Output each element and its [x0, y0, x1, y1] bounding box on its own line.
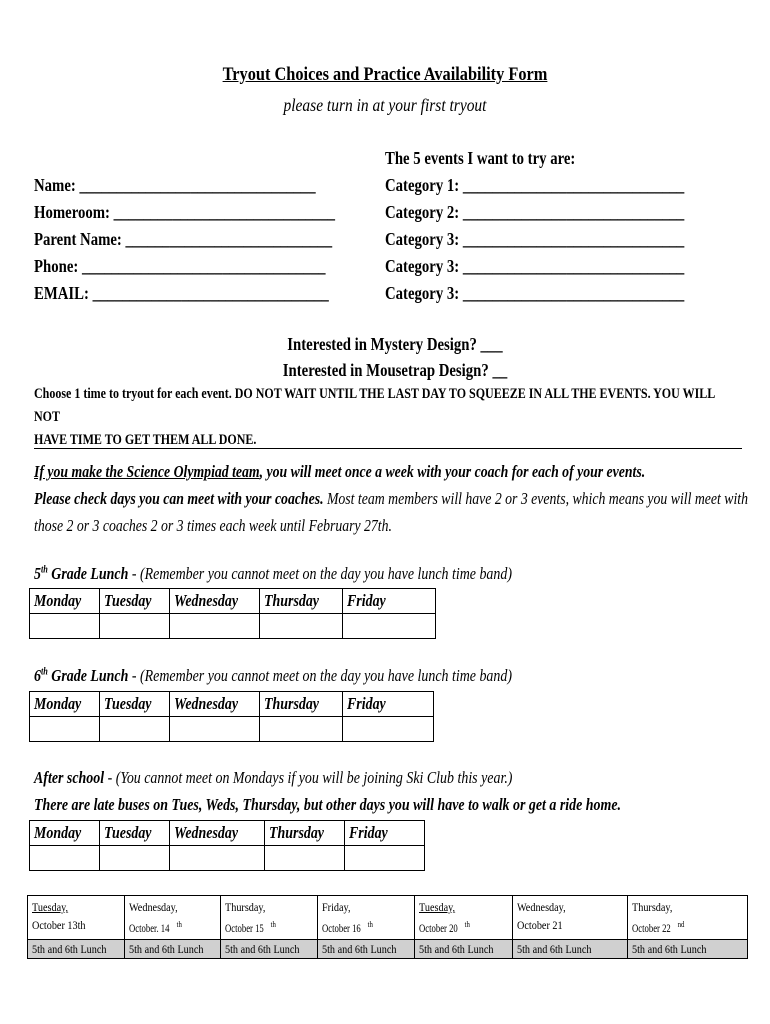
late-bus-note [34, 795, 621, 815]
check-cell-tuesday[interactable] [100, 614, 170, 639]
schedule-date-cell: Tuesday, October 13th [28, 896, 125, 940]
schedule-lunch-cell: 5th and 6th Lunch [221, 940, 318, 959]
sixth-grade-note: - (Remember you cannot meet on the day you have lunch time band) [128, 666, 512, 685]
category-3-field[interactable]: Category 3: ______________________________ [385, 229, 685, 249]
check-cell-tuesday[interactable] [100, 717, 170, 742]
schedule-lunch-cell: 5th and 6th Lunch [414, 940, 512, 959]
email-field[interactable]: EMAIL: ________________________________ [34, 283, 329, 303]
team-info-line-1 [34, 458, 747, 485]
team-info-line-3: those 2 or 3 coaches 2 or 3 times each week until February 27th. [34, 516, 392, 535]
check-cell-friday[interactable] [343, 717, 434, 742]
check-cell-friday[interactable] [343, 614, 436, 639]
schedule-lunch-cell: 5th and 6th Lunch [627, 940, 747, 959]
after-school-label: After school [34, 768, 105, 787]
team-info-rest: , you will meet once a week with your coach for each of your events. [259, 462, 646, 481]
day-header-friday: Friday [343, 589, 436, 614]
day-header-thursday: Thursday [260, 692, 343, 717]
late-bus-text: There are late buses on Tues, Weds, Thursday, but other days you will have to walk or get a ride home. [34, 795, 622, 814]
schedule-date-cell: Wednesday, October. 14 $^{th}$ [124, 896, 221, 940]
day-header-wednesday: Wednesday [170, 692, 260, 717]
sixth-grade-lunch-table [29, 691, 434, 742]
team-info-emphasis: If you make the Science Olympiad team [34, 462, 260, 481]
schedule-lunch-cell: 5th and 6th Lunch [28, 940, 125, 959]
check-cell-wednesday[interactable] [170, 614, 260, 639]
schedule-lunch-cell: 5th and 6th Lunch [124, 940, 221, 959]
check-cell-wednesday[interactable] [170, 717, 260, 742]
day-header-monday: Monday [30, 692, 100, 717]
day-header-wednesday: Wednesday [170, 821, 265, 846]
schedule-lunch-cell: 5th and 6th Lunch [317, 940, 414, 959]
category-1-field[interactable]: Category 1: ______________________________ [385, 175, 685, 195]
category-4-field[interactable]: Category 3: ______________________________ [385, 256, 685, 276]
sixth-grade-suffix: th [40, 666, 48, 678]
team-info-line-2 [34, 485, 747, 512]
homeroom-field[interactable]: Homeroom: ______________________________ [34, 202, 336, 222]
check-cell-monday[interactable] [30, 846, 100, 871]
checkbox-row [30, 717, 434, 742]
table-header-row [30, 821, 425, 846]
checkbox-row [30, 614, 436, 639]
schedule-date-cell: Tuesday, October 20 $^{th}$ [414, 896, 512, 940]
day-header-tuesday: Tuesday [100, 821, 170, 846]
check-cell-thursday[interactable] [265, 846, 345, 871]
sixth-grade-lunch-heading [34, 666, 512, 686]
day-header-thursday: Thursday [260, 589, 343, 614]
student-info-fields [34, 172, 401, 307]
events-heading: The 5 events I want to try are: [385, 148, 576, 168]
check-cell-monday[interactable] [30, 717, 100, 742]
check-cell-wednesday[interactable] [170, 846, 265, 871]
tryout-instructions [34, 383, 722, 452]
schedule-date-cell: Thursday, October 22 $^{nd}$ [627, 896, 747, 940]
check-days-note: Most team members will have 2 or 3 events, which means you will meet with [323, 489, 749, 508]
day-header-monday: Monday [30, 821, 100, 846]
name-field[interactable]: Name: ________________________________ [34, 175, 316, 195]
schedule-lunch-row [28, 940, 748, 959]
table-header-row [30, 589, 436, 614]
fifth-grade-number: 5 [34, 564, 41, 583]
check-cell-tuesday[interactable] [100, 846, 170, 871]
fifth-grade-lunch-table [29, 588, 436, 639]
schedule-date-cell: Wednesday, October 21 [512, 896, 627, 940]
after-school-heading [34, 768, 512, 788]
schedule-lunch-cell: 5th and 6th Lunch [512, 940, 627, 959]
form-title: Tryout Choices and Practice Availability Form [222, 64, 548, 85]
mousetrap-design-question[interactable]: Interested in Mousetrap Design? __ [282, 360, 508, 380]
mystery-design-question[interactable]: Interested in Mystery Design? ___ [287, 334, 503, 354]
fifth-grade-suffix: th [40, 564, 48, 576]
check-cell-thursday[interactable] [260, 717, 343, 742]
check-cell-friday[interactable] [345, 846, 425, 871]
sixth-grade-label: Grade Lunch [47, 666, 129, 685]
event-choices [385, 145, 750, 307]
day-header-friday: Friday [345, 821, 425, 846]
day-header-wednesday: Wednesday [170, 589, 260, 614]
schedule-date-cell: Friday, October 16 $^{th}$ [317, 896, 414, 940]
fifth-grade-lunch-heading [34, 564, 512, 584]
after-school-note: - (You cannot meet on Mondays if you will be joining Ski Club this year.) [104, 768, 513, 787]
check-cell-monday[interactable] [30, 614, 100, 639]
day-header-thursday: Thursday [265, 821, 345, 846]
category-2-field[interactable]: Category 2: ______________________________ [385, 202, 685, 222]
check-cell-thursday[interactable] [260, 614, 343, 639]
day-header-tuesday: Tuesday [100, 589, 170, 614]
check-days-instruction: Please check days you can meet with your coaches. [34, 489, 324, 508]
instructions-line-2: HAVE TIME TO GET THEM ALL DONE. [34, 432, 257, 448]
day-header-monday: Monday [30, 589, 100, 614]
checkbox-row [30, 846, 425, 871]
sixth-grade-number: 6 [34, 666, 41, 685]
after-school-table [29, 820, 425, 871]
tryout-schedule-table [27, 895, 748, 959]
fifth-grade-note: - (Remember you cannot meet on the day you have lunch time band) [128, 564, 512, 583]
day-header-tuesday: Tuesday [100, 692, 170, 717]
day-header-friday: Friday [343, 692, 434, 717]
parent-name-field[interactable]: Parent Name: ____________________________ [34, 229, 333, 249]
divider-line [34, 448, 742, 449]
instructions-line-1: Choose 1 time to tryout for each event. DO NOT WAIT UNTIL THE LAST DAY TO SQUEEZE IN ALL THE EVENTS. YOU WILL NOT [34, 386, 715, 425]
phone-field[interactable]: Phone: _________________________________ [34, 256, 326, 276]
schedule-date-cell: Thursday, October 15 $^{th}$ [221, 896, 318, 940]
fifth-grade-label: Grade Lunch [47, 564, 129, 583]
table-header-row [30, 692, 434, 717]
form-subtitle: please turn in at your first tryout [283, 95, 487, 115]
category-5-field[interactable]: Category 3: ______________________________ [385, 283, 685, 303]
schedule-date-row [28, 896, 748, 940]
